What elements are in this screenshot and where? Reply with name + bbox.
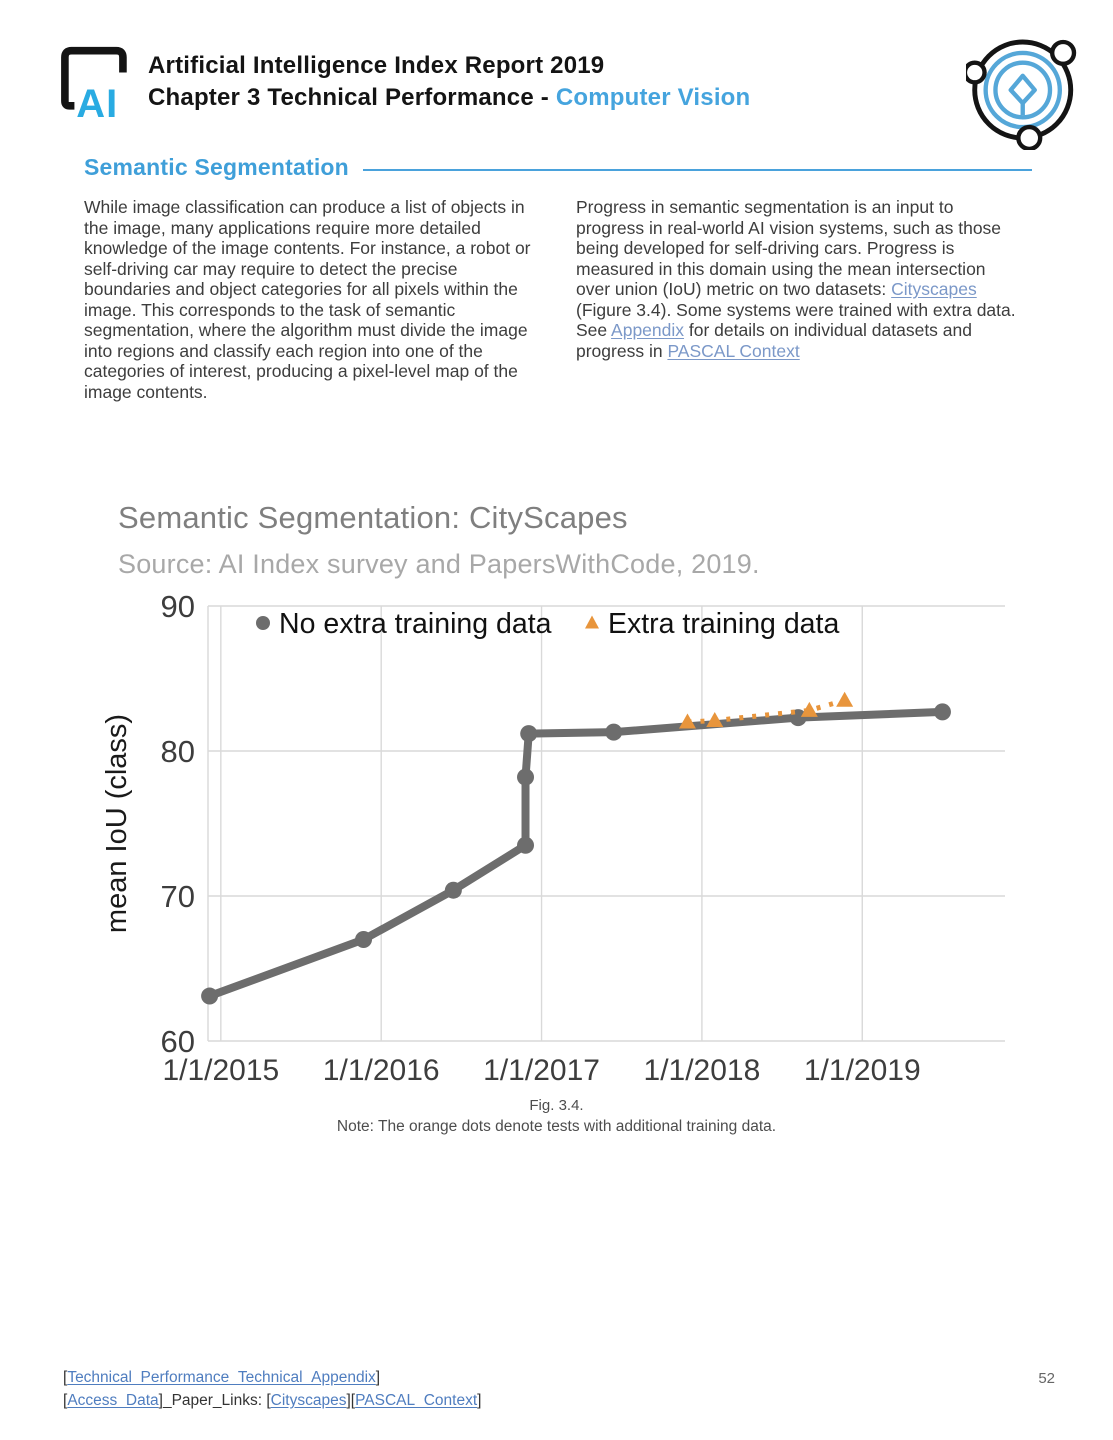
legend-circle-icon	[256, 616, 270, 630]
section-heading-row	[84, 154, 1032, 181]
chapter-title	[148, 82, 750, 114]
chapter-section-highlight: Computer Vision	[555, 84, 751, 111]
figure-note: Note: The orange dots denote tests with additional training data.	[336, 1118, 777, 1135]
footer-links	[63, 1367, 481, 1412]
intro-right-text-3: for details on individual datasets and progress in	[576, 320, 972, 361]
data-point-circle	[934, 703, 951, 720]
section-divider	[363, 169, 1032, 171]
paper-links-label: ]_Paper_Links: [	[158, 1391, 271, 1409]
data-point-circle	[520, 725, 537, 742]
bracket-mid-2: ][	[346, 1391, 356, 1409]
bracket-open-2: [	[63, 1391, 68, 1409]
data-point-circle	[605, 724, 622, 741]
chart-title: Semantic Segmentation: CityScapes	[118, 500, 628, 535]
technical-appendix-link[interactable]: Technical_Performance_Technical_Appendix	[67, 1369, 376, 1386]
chapter-title-prefix: Chapter 3 Technical Performance -	[148, 84, 556, 111]
orbit-emblem-icon	[966, 30, 1086, 155]
x-tick-label: 1/1/2019	[803, 1054, 921, 1087]
appendix-inline-link[interactable]: Appendix	[611, 320, 685, 340]
intro-right-text-1: Progress in semantic segmentation is an input to progress in real-world AI vision systems, such as those being developed for self-driving cars. Progress is measured in this domain using the mean intersection over union (IoU) metric on two datasets:	[576, 197, 1002, 299]
y-tick-label: 70	[160, 879, 195, 914]
cityscapes-footer-link[interactable]: Cityscapes	[270, 1391, 347, 1409]
cityscapes-chart	[100, 592, 1020, 1097]
data-point-circle	[517, 837, 534, 854]
data-point-triangle	[836, 692, 853, 707]
y-tick-label: 80	[160, 734, 195, 769]
x-tick-label: 1/1/2015	[162, 1054, 280, 1087]
x-tick-label: 1/1/2016	[322, 1054, 440, 1087]
data-point-circle	[445, 882, 462, 899]
data-point-triangle	[706, 712, 723, 727]
report-title: Artificial Intelligence Index Report 2019	[148, 52, 605, 79]
cityscapes-inline-link[interactable]: Cityscapes	[891, 279, 977, 299]
legend-label: No extra training data	[279, 608, 552, 640]
y-axis-title: mean IoU (class)	[101, 713, 133, 934]
data-point-triangle	[679, 714, 696, 729]
chart-gridlines	[161, 592, 1005, 1087]
chart-source: Source: AI Index survey and PapersWithCode, 2019.	[118, 549, 760, 579]
x-tick-label: 1/1/2018	[643, 1054, 761, 1087]
data-point-circle	[201, 988, 218, 1005]
footer-line-1	[63, 1367, 481, 1390]
data-point-circle	[517, 769, 534, 786]
section-heading: Semantic Segmentation	[84, 154, 349, 180]
bracket-close-2: ]	[477, 1391, 482, 1409]
pascal-context-inline-link[interactable]: PASCAL Context	[667, 340, 800, 361]
bracket-open-1: [	[63, 1369, 68, 1386]
ai-index-logo-icon	[58, 44, 146, 127]
y-tick-label: 90	[160, 592, 195, 624]
intro-columns	[84, 197, 1036, 402]
figure-caption: Fig. 3.4.	[529, 1097, 584, 1114]
data-point-triangle	[801, 702, 818, 717]
x-tick-label: 1/1/2017	[483, 1054, 600, 1087]
footer-line-2	[63, 1390, 481, 1413]
page-number: 52	[1038, 1370, 1055, 1387]
chart-legend	[256, 608, 839, 640]
bracket-close-1: ]	[375, 1369, 381, 1386]
access-data-link[interactable]: Access_Data	[67, 1391, 159, 1409]
report-header	[148, 50, 750, 114]
legend-triangle-icon	[585, 616, 599, 629]
series-no-extra-training-data	[201, 703, 951, 1004]
intro-right-text-2: (Figure 3.4). Some systems were trained with extra data. See	[576, 299, 1016, 340]
data-point-circle	[355, 931, 372, 948]
legend-label: Extra training data	[608, 608, 840, 640]
y-tick-label: 60	[160, 1024, 195, 1059]
intro-paragraph-right	[576, 197, 1023, 402]
pascal-context-footer-link[interactable]: PASCAL_Context	[355, 1391, 478, 1409]
logo-ai-text: AI	[76, 82, 119, 122]
intro-paragraph-left: While image classification can produce a list of objects in the image, many applications require more detailed knowledge of the image contents. For instance, a robot or self-driving car may require to detect the precise boundaries and object categories for all pixels within the image. This corresponds to the task of semantic segmentation, where the algorithm must divide the image into regions and classify each region into one of the categories of interest, producing a pixel-level map of the image contents.	[84, 197, 531, 402]
